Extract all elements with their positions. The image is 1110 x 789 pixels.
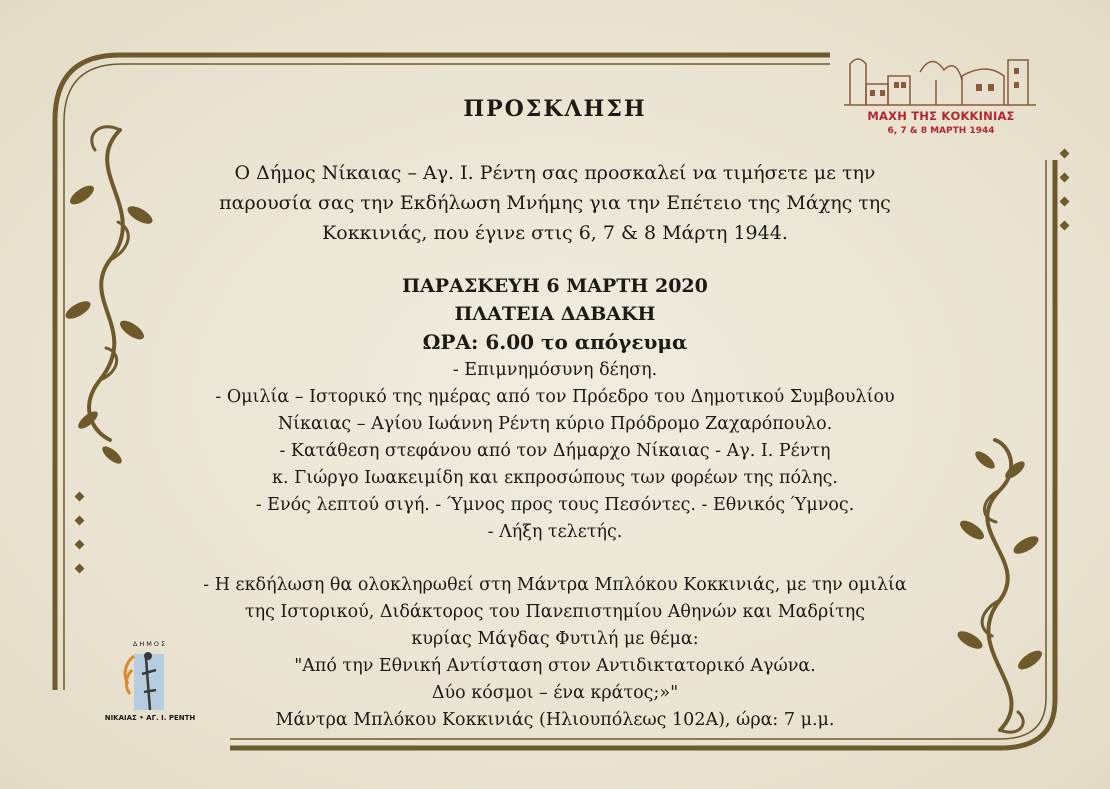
left-leaves [63, 182, 155, 466]
program-item: - Επιμνημόσυνη δέηση. [452, 360, 658, 380]
closing-line: Μάντρα Μπλόκου Κοκκινιάς (Ηλιουπόλεως 102Α), ώρα: 7 μ.μ. [275, 710, 835, 730]
badge-subtitle: 6, 7 & 8 ΜΑΡΤΗ 1944 [887, 126, 995, 136]
closing-line: Δύο κόσμοι – ένα κράτος;»" [431, 683, 679, 703]
left-dots [75, 492, 85, 574]
program-item: κ. Γιώργο Ιωακειμίδη και εκπροσώπους των φορέων της πόλης. [272, 468, 838, 488]
intro-paragraph [150, 158, 960, 248]
left-flourish [89, 127, 128, 440]
event-place: ΠΛΑΤΕΙΑ ΔΑΒΑΚΗ [454, 303, 656, 325]
intro-line: παρουσία σας την Εκδήλωση Μνήμης για την Επέτειο της Μάχης της [219, 192, 891, 214]
program-item: - Λήξη τελετής. [487, 522, 623, 542]
page-title: ΠΡΟΣΚΛΗΣΗ [463, 96, 647, 122]
closing-line: κυρίας Μάγδας Φυτιλή με θέμα: [411, 629, 699, 649]
right-dots [1060, 149, 1070, 231]
badge-title: ΜΑΧΗ ΤΗΣ ΚΟΚΚΙΝΙΑΣ [867, 109, 1015, 123]
closing-paragraph [150, 572, 960, 734]
intro-line: Ο Δήμος Νίκαιας – Αγ. Ι. Ρέντη σας προσκαλεί να τιμήσετε με την [234, 162, 876, 184]
program-item: - Ενός λεπτού σιγή. - Ύμνος προς τους Πεσόντες. - Εθνικός Ύμνος. [255, 495, 855, 515]
program-item: Νίκαιας – Αγίου Ιωάννη Ρέντη κύριο Πρόδρομο Ζαχαρόπουλο. [277, 414, 833, 434]
program-item: - Ομιλία – Ιστορικό της ημέρας από τον Πρόεδρο του Δημοτικού Συμβουλίου [215, 387, 895, 407]
event-program [150, 357, 960, 546]
event-details [150, 272, 960, 356]
event-date: ΠΑΡΑΣΚΕΥΗ 6 ΜΑΡΤΗ 2020 [402, 275, 708, 297]
municipality-logo [80, 620, 220, 720]
closing-line: - Η εκδήλωση θα ολοκληρωθεί στη Μάντρα Μπλόκου Κοκκινιάς, με την ομιλία [203, 575, 907, 595]
right-flourish [982, 440, 1023, 732]
closing-line: "Από την Εθνική Αντίσταση στον Αντιδικτατορικό Αγώνα. [294, 656, 816, 676]
municipality-name: ΝΙΚΑΙΑΣ • ΑΓ. Ι. ΡΕΝΤΗ [104, 714, 196, 722]
municipality-emblem [120, 644, 180, 714]
municipality-top-label: ΔΗΜΟΣ [132, 640, 168, 648]
program-item: - Κατάθεση στεφάνου από τον Δήμαρχο Νίκαιας - Αγ. Ι. Ρέντη [279, 441, 831, 461]
intro-line: Κοκκινιάς, που έγινε στις 6, 7 & 8 Μάρτη 1944. [322, 222, 788, 244]
right-leaves [955, 448, 1045, 672]
closing-line: της Ιστορικού, Διδάκτορος του Πανεπιστημίου Αθηνών και Μαδρίτης [244, 602, 866, 622]
event-time: ΩΡΑ: 6.00 το απόγευμα [422, 330, 688, 354]
